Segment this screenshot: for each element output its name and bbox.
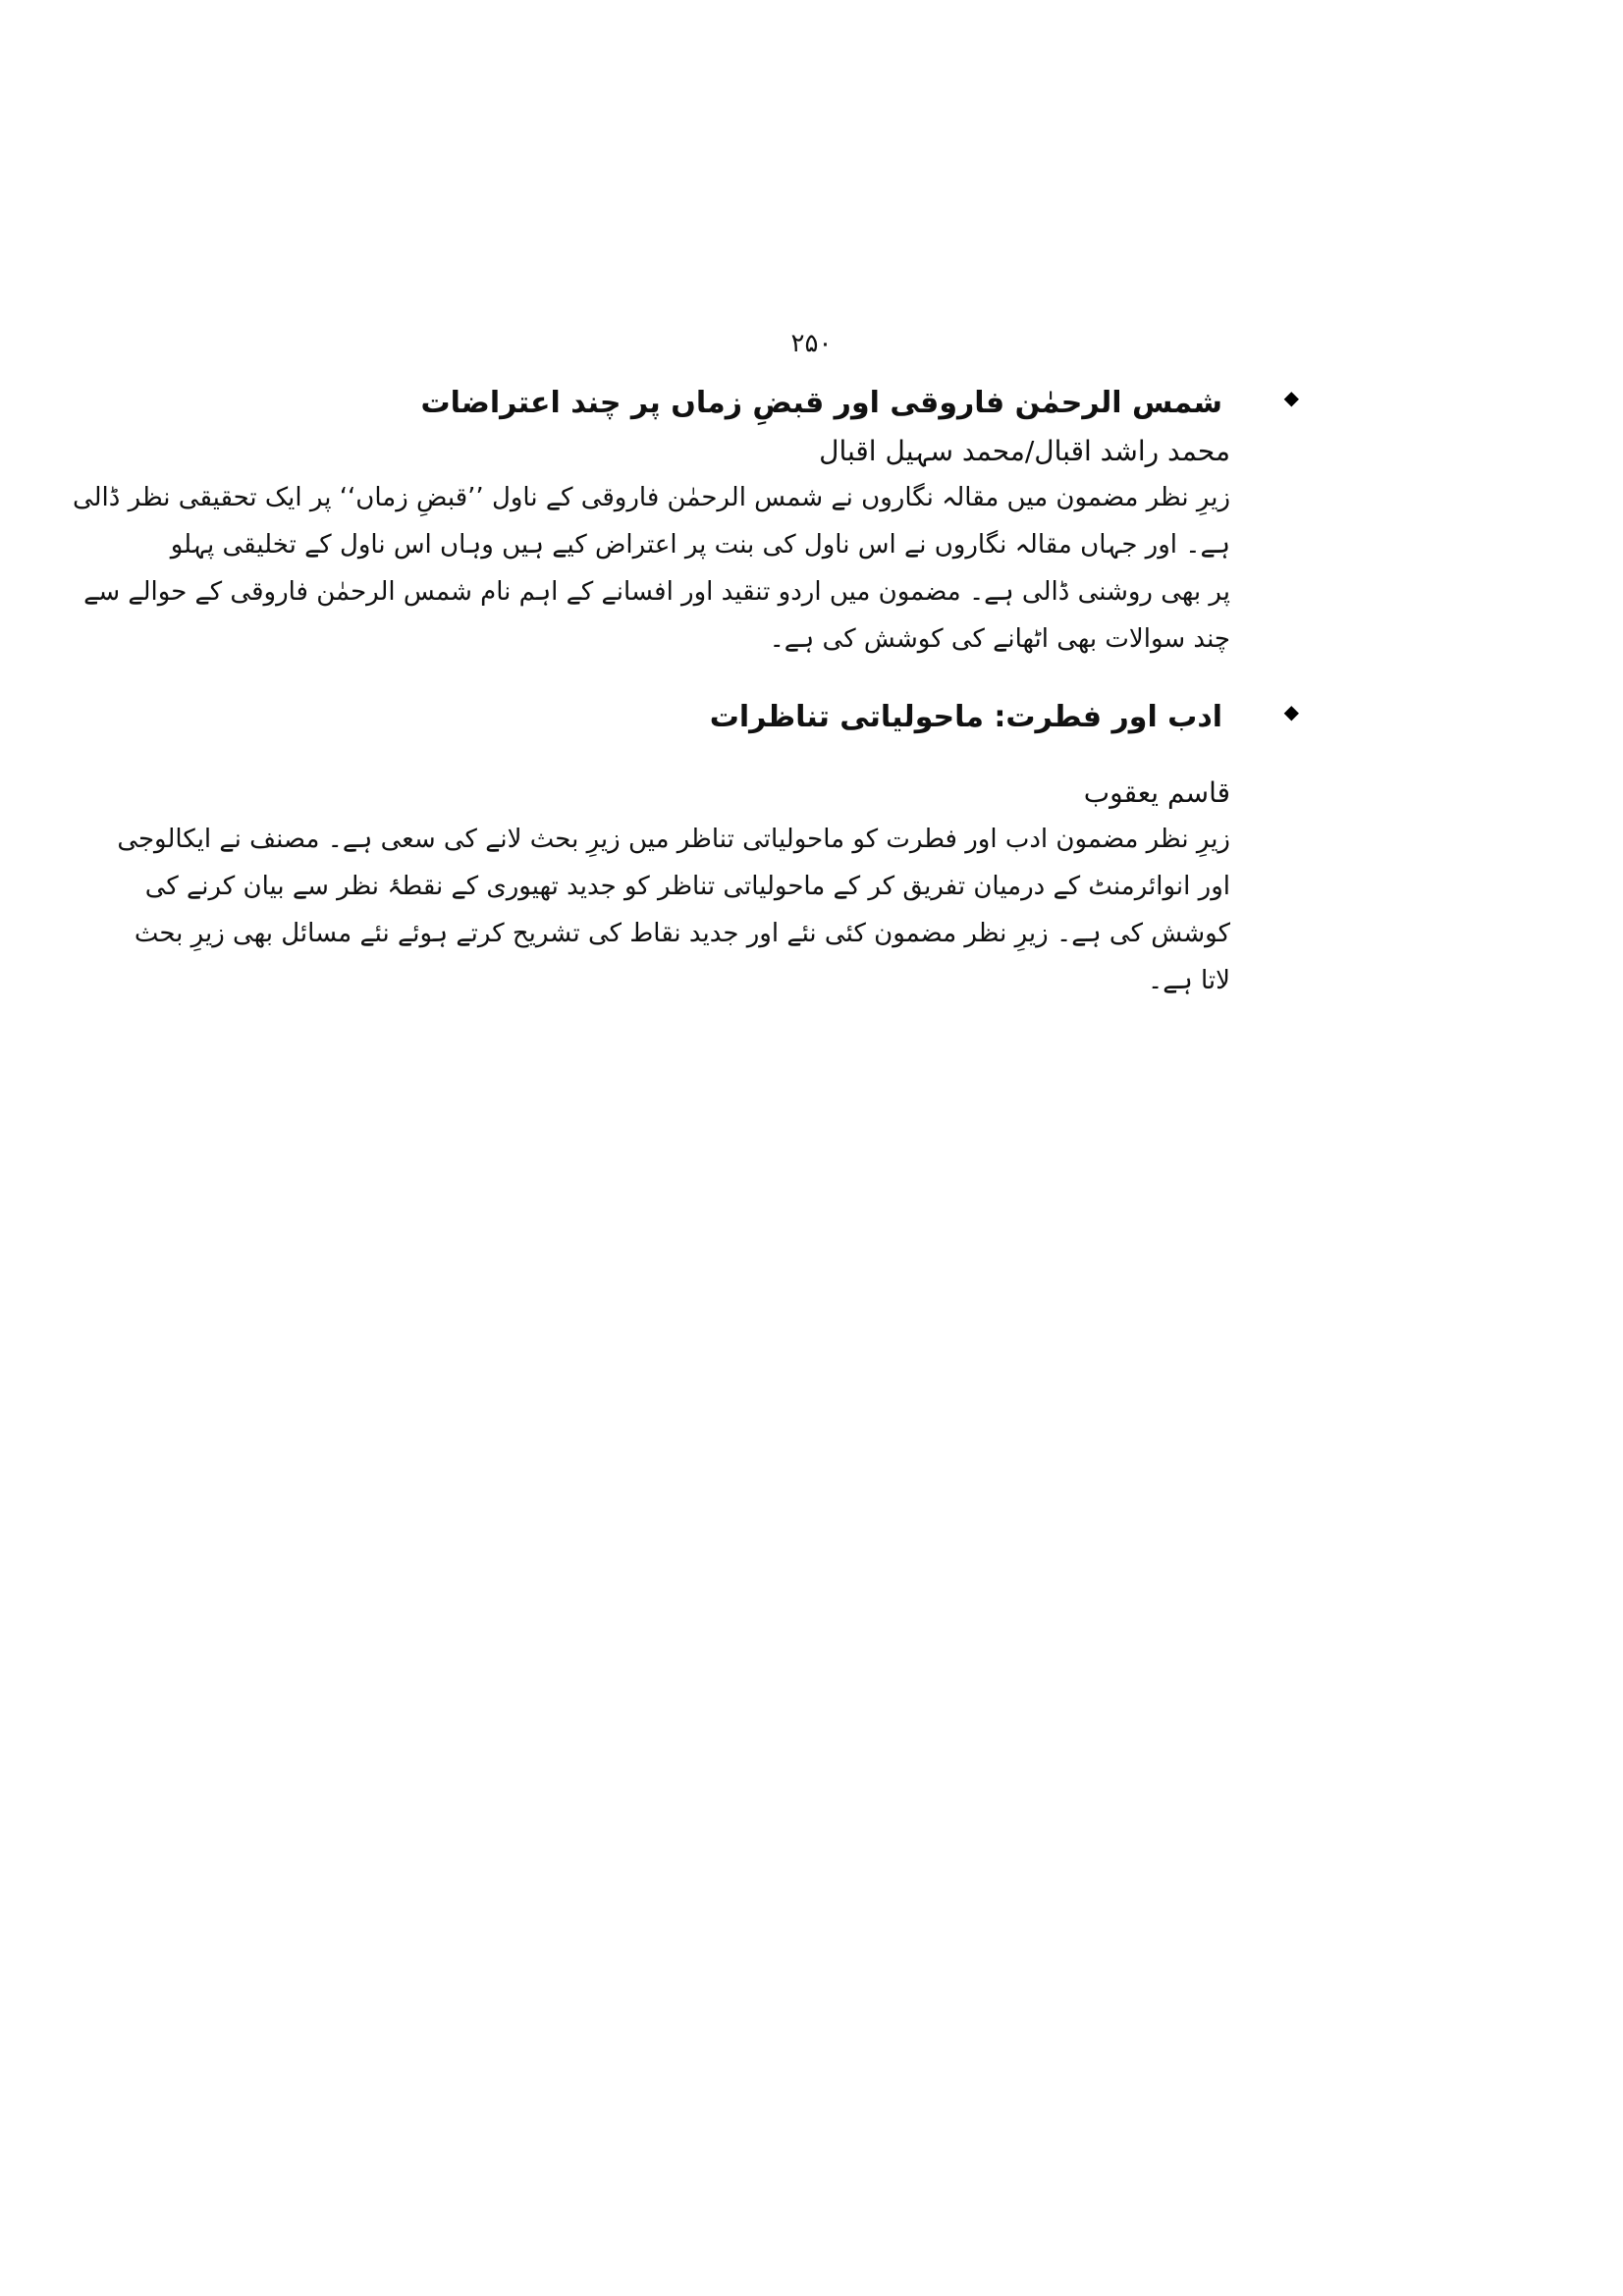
article-title: ادب اور فطرت: ماحولیاتی تناظرات <box>709 700 1222 734</box>
abstract-line: اور انوائرمنٹ کے درمیان تفریق کر کے ماحولیاتی تناظر کو جدید تھیوری کے نقطۂ نظر سے بیان کرنے کی <box>144 872 1230 901</box>
page-number: ۲۵۰ <box>790 329 833 358</box>
article-abstract <box>117 816 1230 1004</box>
article-abstract <box>72 474 1230 663</box>
abstract-line: پر بھی روشنی ڈالی ہے۔ مضمون میں اردو تنقید اور افسانے کے اہم نام شمس الرحمٰن فاروقی کے حوالے سے <box>83 577 1230 607</box>
article-entry <box>117 692 1299 1004</box>
abstract-line: لاتا ہے۔ <box>1148 966 1230 995</box>
abstract-line: زیرِ نظر مضمون ادب اور فطرت کو ماحولیاتی تناظر میں زیرِ بحث لانے کی سعی ہے۔ مصنف نے ایکالوجی <box>117 825 1230 854</box>
abstract-line: کوشش کی ہے۔ زیرِ نظر مضمون کئی نئے اور جدید نقاط کی تشریح کرتے ہوئے نئے مسائل بھی زیرِ بحث <box>134 919 1230 948</box>
article-title: شمس الرحمٰن فاروقی اور قبضِ زماں پر چند اعتراضات <box>420 386 1222 420</box>
abstract-line: زیرِ نظر مضمون میں مقالہ نگاروں نے شمس الرحمٰن فاروقی کے ناول ’’قبضِ زماں‘‘ پر ایک تحقیقی نظر ڈالی <box>72 483 1230 512</box>
diamond-bullet-icon: ◆ <box>1283 700 1299 723</box>
abstract-line: ہے۔ اور جہاں مقالہ نگاروں نے اس ناول کی بنت پر اعتراض کیے ہیں وہاں اس ناول کے تخلیقی پہلو <box>170 530 1230 560</box>
article-author: محمد راشد اقبال/محمد سہیل اقبال <box>819 435 1230 467</box>
article-entry <box>72 378 1299 663</box>
article-author: قاسم یعقوب <box>1083 776 1230 809</box>
diamond-bullet-icon: ◆ <box>1283 386 1299 409</box>
abstract-line: چند سوالات بھی اٹھانے کی کوشش کی ہے۔ <box>769 624 1230 654</box>
